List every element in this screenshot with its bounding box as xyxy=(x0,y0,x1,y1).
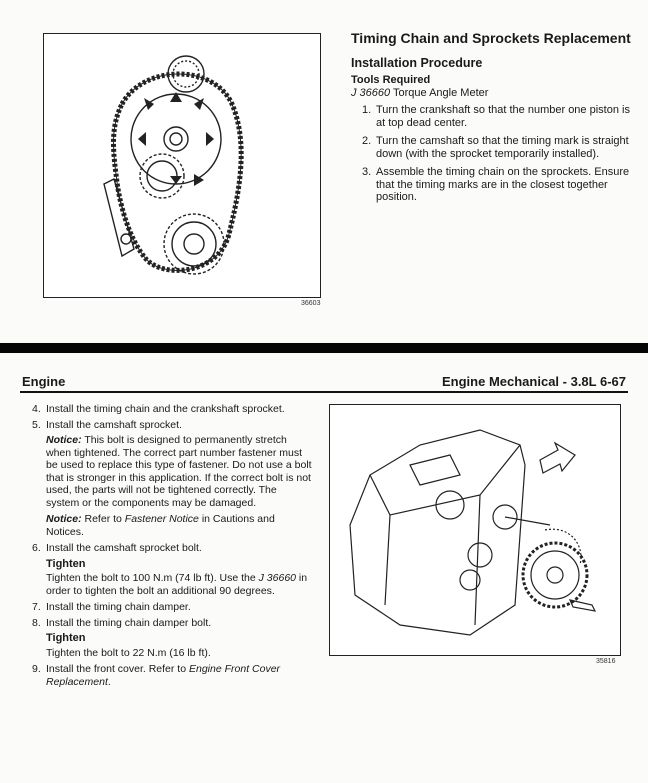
step-item xyxy=(32,542,312,555)
install-steps-continued xyxy=(32,403,312,431)
step-number: 8. xyxy=(32,616,41,629)
tool-number: J 36660 xyxy=(258,572,297,584)
step-number: 9. xyxy=(32,663,41,675)
engine-drawing xyxy=(330,405,620,655)
notice-block xyxy=(46,434,312,509)
step-text: Install the front cover. Refer to xyxy=(46,663,189,675)
install-steps-continued xyxy=(32,542,312,555)
tighten-text: Tighten the bolt to 100 N.m (74 lb ft). Use the xyxy=(46,572,259,584)
timing-chain-figure xyxy=(43,33,321,298)
step-text: Install the timing chain damper bolt. xyxy=(46,616,212,629)
tighten-label: Tighten xyxy=(46,632,86,644)
figure-id: 36603 xyxy=(301,300,321,307)
step-item xyxy=(32,617,312,630)
tool-name: Torque Angle Meter xyxy=(390,87,489,99)
step-item xyxy=(32,663,312,688)
step-item xyxy=(32,403,312,416)
step-item xyxy=(362,104,632,129)
step-text: Install the camshaft sprocket. xyxy=(46,418,182,431)
notice-text: Refer to xyxy=(81,513,125,525)
step-text: Assemble the timing chain on the sprockets. Ensure that the timing marks are in the closest together position. xyxy=(376,166,630,203)
engine-figure xyxy=(329,404,621,656)
step-number: 6. xyxy=(32,542,41,554)
step-number: 2. xyxy=(362,135,372,147)
front-cover-link[interactable]: Engine Front Cover Replacement xyxy=(46,663,281,688)
fastener-notice-link[interactable]: Fastener Notice xyxy=(124,513,199,525)
tighten-spec xyxy=(46,572,312,597)
step-text: Install the timing chain damper. xyxy=(46,601,191,613)
section-title: Timing Chain and Sprockets Replacement xyxy=(351,30,631,46)
step-item xyxy=(32,601,312,614)
step-text: Install the timing chain and the crankshaft sprocket. xyxy=(46,403,285,415)
tool-number: J 36660 xyxy=(351,87,391,99)
step-number: 7. xyxy=(32,601,41,613)
notice-text: This bolt is designed to permanently stretch when tightened. The correct part number fastener must be used to replace this type of fastener. Do not use a bolt that is stronger in this application. If the correct bolt is not used, the parts will not be tightened correctly. The system or the components may be damaged. xyxy=(46,434,312,509)
step-text: Turn the camshaft so that the timing mark is straight down (with the sprocket temporarily installed). xyxy=(376,135,629,160)
tighten-text: in order to tighten the bolt an additional 90 degrees. xyxy=(46,572,308,597)
step-item xyxy=(362,135,632,160)
figure-id: 35816 xyxy=(596,658,616,665)
step-item xyxy=(32,419,312,432)
tighten-spec: Tighten the bolt to 22 N.m (16 lb ft). xyxy=(46,646,211,659)
header-left: Engine xyxy=(22,374,66,389)
step-number: 1. xyxy=(362,104,372,116)
page-separator xyxy=(0,343,648,353)
manual-page-top xyxy=(0,0,648,343)
tools-required-heading: Tools Required xyxy=(351,74,431,86)
header-right: Engine Mechanical - 3.8L 6-67 xyxy=(442,374,626,389)
notice-text: in Cautions and Notices. xyxy=(46,513,275,538)
notice-block xyxy=(46,513,312,538)
timing-chain-drawing xyxy=(44,34,320,297)
step-text: Install the camshaft sprocket bolt. xyxy=(46,542,202,554)
tool-line xyxy=(351,87,488,99)
procedure-heading: Installation Procedure xyxy=(351,56,483,70)
install-steps-continued xyxy=(32,663,312,688)
tighten-label: Tighten xyxy=(46,557,86,570)
install-steps-continued xyxy=(32,601,312,629)
step-text: Turn the crankshaft so that the number one piston is at top dead center. xyxy=(376,104,630,129)
step-text: . xyxy=(107,675,111,688)
step-item xyxy=(362,166,632,204)
step-number: 5. xyxy=(32,418,41,431)
procedure-body xyxy=(32,403,312,691)
step-number: 4. xyxy=(32,403,41,415)
notice-label: Notice: xyxy=(46,513,82,525)
install-steps xyxy=(362,104,632,210)
header-rule xyxy=(20,391,628,393)
step-number: 3. xyxy=(362,166,372,178)
notice-label: Notice: xyxy=(46,434,82,446)
